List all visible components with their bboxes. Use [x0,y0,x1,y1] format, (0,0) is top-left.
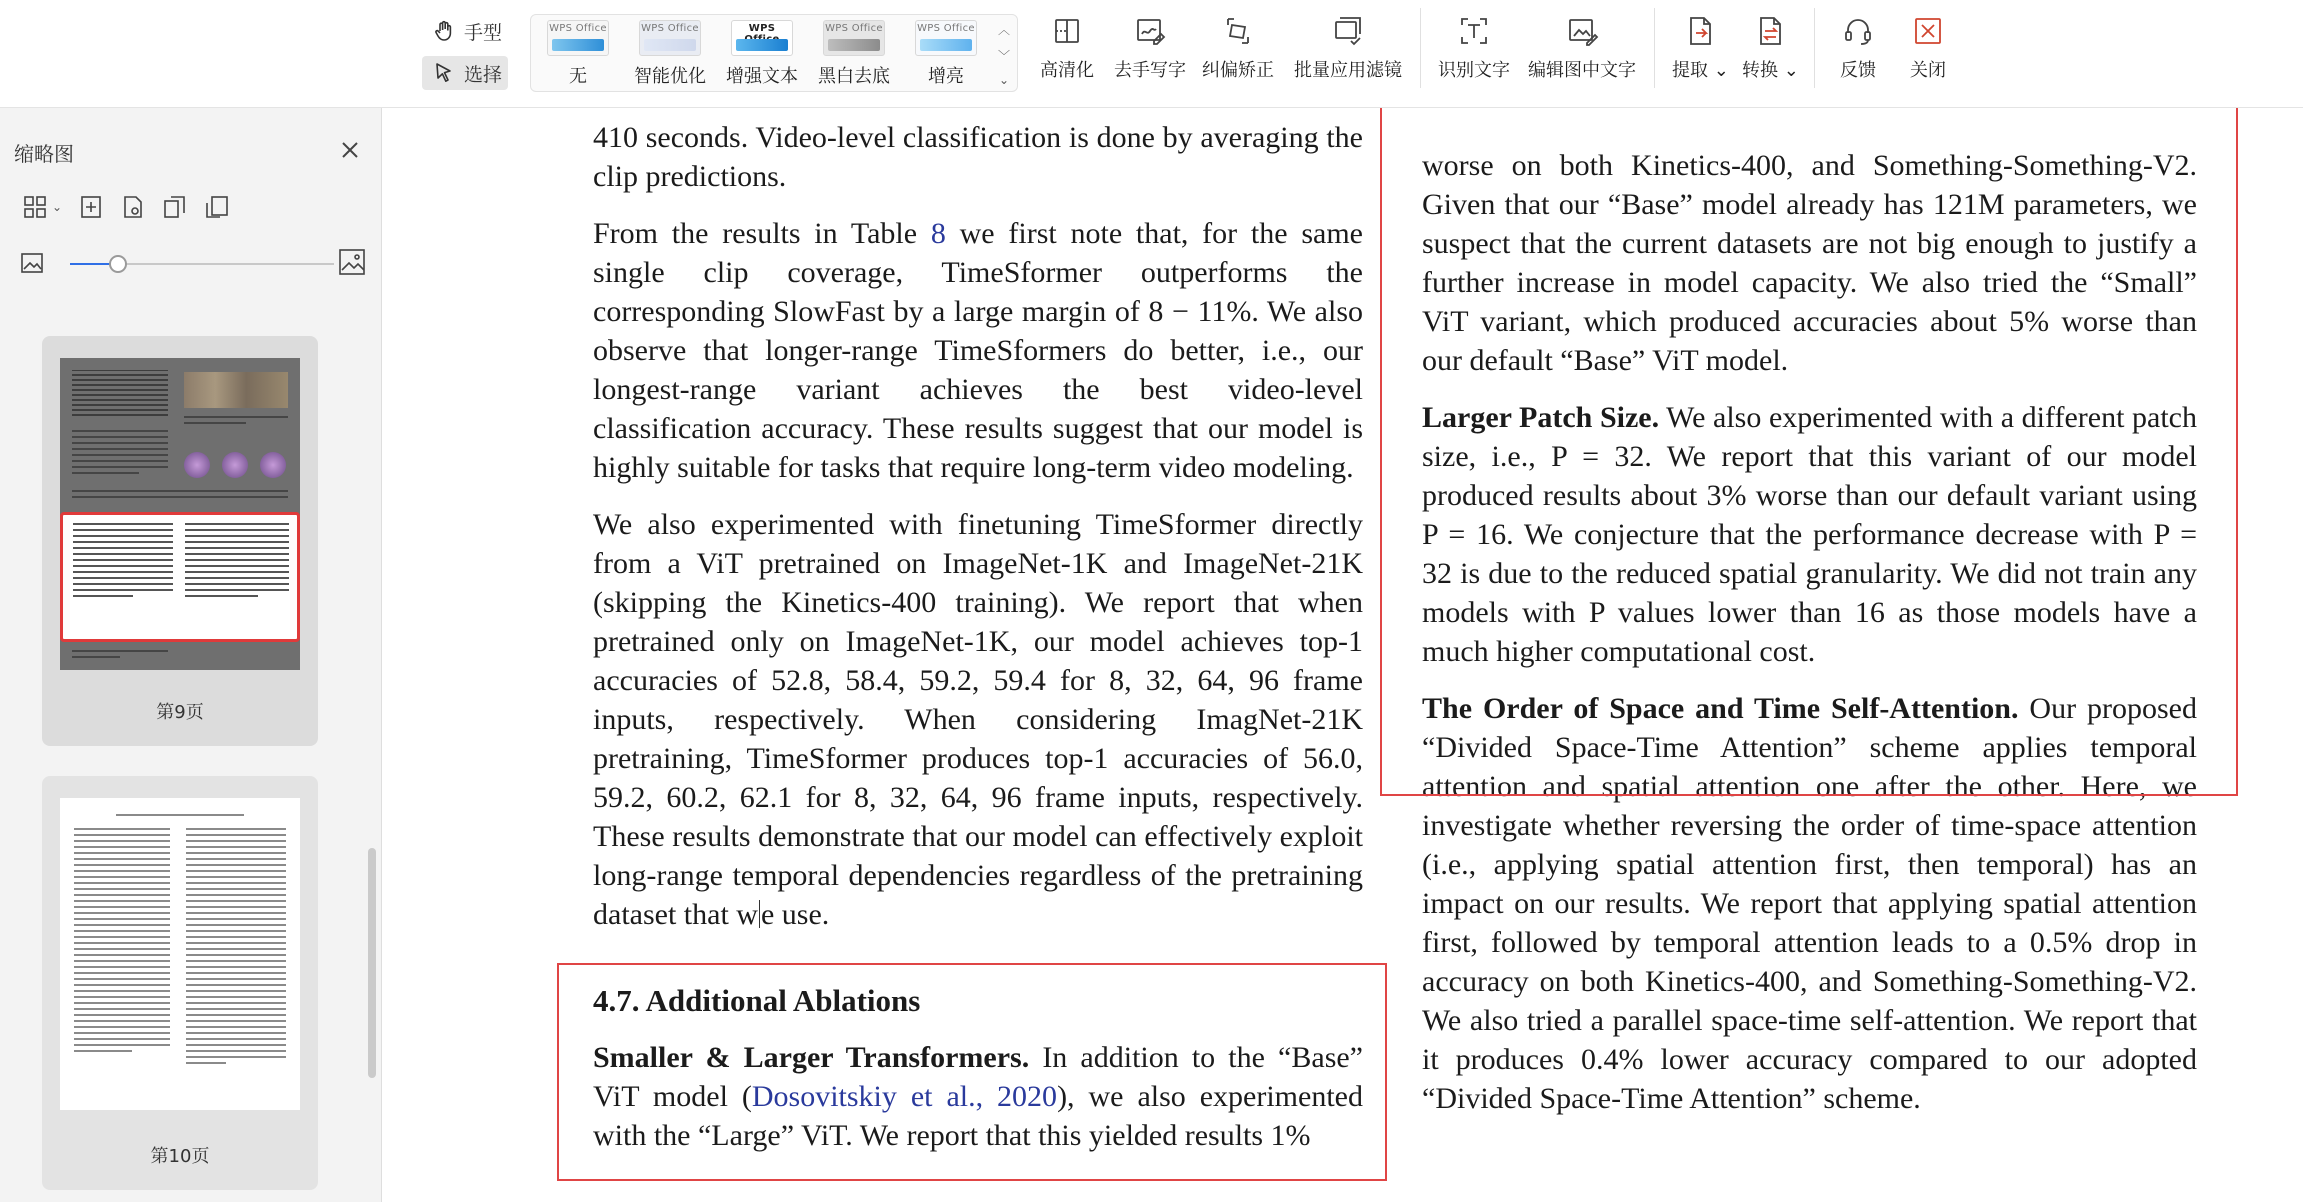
batch-filter-button[interactable] [1294,14,1402,94]
image-small-icon[interactable] [20,252,44,274]
filter-gallery [530,14,1018,92]
filter-enhance-text-label: 增强文本 [726,66,798,87]
convert-icon [1753,14,1787,48]
extract-page-icon[interactable] [204,194,230,220]
ocr-button[interactable] [1438,14,1510,94]
filter-enhance-text-thumbnail: WPS [731,20,793,56]
filter-brighten-label: 增亮 [928,66,964,87]
convert-label: 转换 ⌄ [1742,60,1799,81]
paragraph: From the results in Table 8 we first note that, for the same single clip coverage, TimeSformer outperforms the corresponding SlowFast by a large margin of 8 − 11%. We also observe that longer-range TimeSformers do better, i.e., our longest-range variant achieves the best video-level classification accuracy. These results suggest that our model is highly suitable for tasks that require long-term video modeling. [593,217,1363,484]
image-toolbar [0,0,2303,108]
ocr-selection-box[interactable] [557,963,1387,1181]
cursor-arrow-icon [432,61,456,85]
page-thumbnail-9[interactable] [42,336,318,746]
filter-brighten[interactable] [907,20,985,90]
filter-brighten-thumbnail: WPS Office [915,20,977,56]
image-large-icon[interactable] [338,248,366,276]
copy-page-icon[interactable] [162,194,188,220]
paragraph: We also experimented with finetuning TimeSformer directly from a ViT pretrained on ImageNet-1K and ImageNet-21K (skipping the Kinetics-400 training). We report that when pretrained only on ImageNet-1K, our model achieves top-1 accuracies of 52.8, 58.4, 59.2, 59.4 for 8, 32, 64, 96 frame inputs, respectively. When considering ImagNet-21K pretraining, TimeSformer produces top-1 accuracies of 56.0, 59.2, 60.2, 62.1 for 8, 32, 64, 96 frame inputs, respectively. These results demonstrate that our model can effectively exploit long-range temporal dependencies regardless of the pretraining dataset that w e use. [593,508,1363,931]
hand-tool-label: 手型 [464,21,503,44]
citation-link[interactable]: Dosovitskiy et al., 2020 [751,1080,1058,1113]
deskew-label: 纠偏矫正 [1202,60,1274,81]
page-9-preview [60,358,300,670]
filter-none-label: 无 [569,66,587,87]
hand-tool-button[interactable] [422,14,508,48]
chevron-down-icon[interactable]: ⌄ [52,200,63,214]
edit-image-text-label: 编辑图中文字 [1528,60,1636,81]
feedback-label: 反馈 [1840,60,1876,81]
filter-none-thumbnail: WPS Office [547,20,609,56]
chevron-down-icon[interactable]: ﹀ [997,49,1010,63]
dropdown-caret-icon: ⌄ [1778,60,1799,81]
close-button[interactable] [1910,14,1946,94]
page-9-visible-region [60,512,300,642]
extract-dropdown[interactable] [1672,14,1729,94]
select-tool-button[interactable] [422,56,508,90]
feedback-button[interactable] [1840,14,1876,94]
edit-image-text-icon [1565,14,1599,48]
expand-more-icon[interactable]: ⌄ [998,73,1010,87]
batch-filter-icon [1331,14,1365,48]
document-view[interactable] [383,108,2303,1202]
grid-view-icon[interactable] [22,194,48,220]
paragraph: 410 seconds. Video-level classification is done by averaging the clip predictions. [593,121,1363,193]
section-heading: 4.7. Additional Ablations [593,983,921,1018]
remove-handwriting-label: 去手写字 [1114,60,1186,81]
thumbnail-zoom [20,246,366,280]
page-settings-icon[interactable] [120,194,146,220]
text-cursor [759,900,760,928]
close-icon [1911,14,1945,48]
zoom-slider-handle[interactable] [109,255,127,273]
paragraph: worse on both Kinetics-400, and Something-Something-V2. Given that our “Base” model already has 121M parameters, we suspect that the current datasets are not big enough to justify a further increase in model capacity. We also tried the “Small” ViT variant, which produced accuracies about 5% worse than our default “Base” ViT model. [1422,149,2197,377]
filter-black-white-thumbnail: WPS Office [823,20,885,56]
thumbnail-panel-title: 缩略图 [14,142,74,166]
thumbnail-scrollbar[interactable] [368,848,376,1078]
filter-none[interactable] [539,20,617,90]
thumbnail-actions [22,192,230,222]
convert-dropdown[interactable] [1742,14,1799,94]
table-reference-link[interactable]: 8 [930,217,946,250]
toolbar-divider [1420,8,1421,88]
extract-icon [1683,14,1717,48]
close-icon[interactable] [338,138,362,162]
page-thumbnail-10[interactable] [42,776,318,1190]
extract-label: 提取 ⌄ [1672,60,1729,81]
select-tool-label: 选择 [464,63,503,86]
page-10-label: 第10页 [150,1146,210,1167]
ocr-scan-icon [1457,14,1491,48]
filter-smart-optimize-thumbnail: WPS Office [639,20,701,56]
filter-enhance-text[interactable] [723,20,801,90]
filter-smart-optimize-label: 智能优化 [634,66,706,87]
sharpen-label: 高清化 [1040,60,1094,81]
ocr-selection-box[interactable] [1380,108,2238,796]
filter-scroll-controls [997,21,1011,87]
deskew-button[interactable] [1202,14,1274,94]
deskew-icon [1221,14,1255,48]
paragraph: Larger Patch Size. We also experimented with a different patch size, i.e., P = 32. We report that this variant of our model produced results about 3% worse than our default variant using P = 16. We conjecture that the performance decrease with P = 32 is due to the reduced spatial granularity. We did not train any models with P values lower than 16 as those models have a much higher computational cost. [1422,401,2197,668]
page-10-preview [60,798,300,1110]
toolbar-divider [1814,8,1815,88]
sharpen-icon [1050,14,1084,48]
paragraph: The Order of Space and Time Self-Attention. Our proposed “Divided Space-Time Attention” scheme applies temporal attention and spatial attention one after the other. Here, we investigate whether reversing the order of time-space attention (i.e., applying spatial attention first, then temporal) has an impact on our results. We report that applying spatial attention first, followed by temporal attention leads to a 0.5% drop in accuracy on both Kinetics-400, and Something-Something-V2. We also tried a parallel space-time self-attention. We report that it produces 0.4% lower accuracy compared to our adopted “Divided Space-Time Attention” scheme. [1422,692,2197,1115]
zoom-slider[interactable] [70,263,334,265]
sharpen-button[interactable] [1040,14,1094,94]
filter-black-white[interactable] [815,20,893,90]
filter-black-white-label: 黑白去底 [818,66,890,87]
page-9-label: 第9页 [156,702,204,723]
batch-filter-label: 批量应用滤镜 [1294,60,1402,81]
chevron-up-icon[interactable]: ︿ [997,23,1010,37]
insert-page-icon[interactable] [78,194,104,220]
headset-icon [1841,14,1875,48]
filter-smart-optimize[interactable] [631,20,709,90]
remove-handwriting-icon [1133,14,1167,48]
edit-image-text-button[interactable] [1528,14,1636,94]
dropdown-caret-icon: ⌄ [1708,60,1729,81]
hand-icon [432,19,456,43]
remove-handwriting-button[interactable] [1114,14,1186,94]
left-column [593,118,1363,952]
ocr-label: 识别文字 [1438,60,1510,81]
toolbar-divider [1654,8,1655,88]
paragraph: Smaller & Larger Transformers. In addition to the “Base” ViT model (Dosovitskiy et al., 2020), we also experimented with the “Large” ViT. We report that this yielded results 1% [593,1041,1364,1152]
close-label: 关闭 [1910,60,1946,81]
thumbnail-panel [0,108,382,1202]
